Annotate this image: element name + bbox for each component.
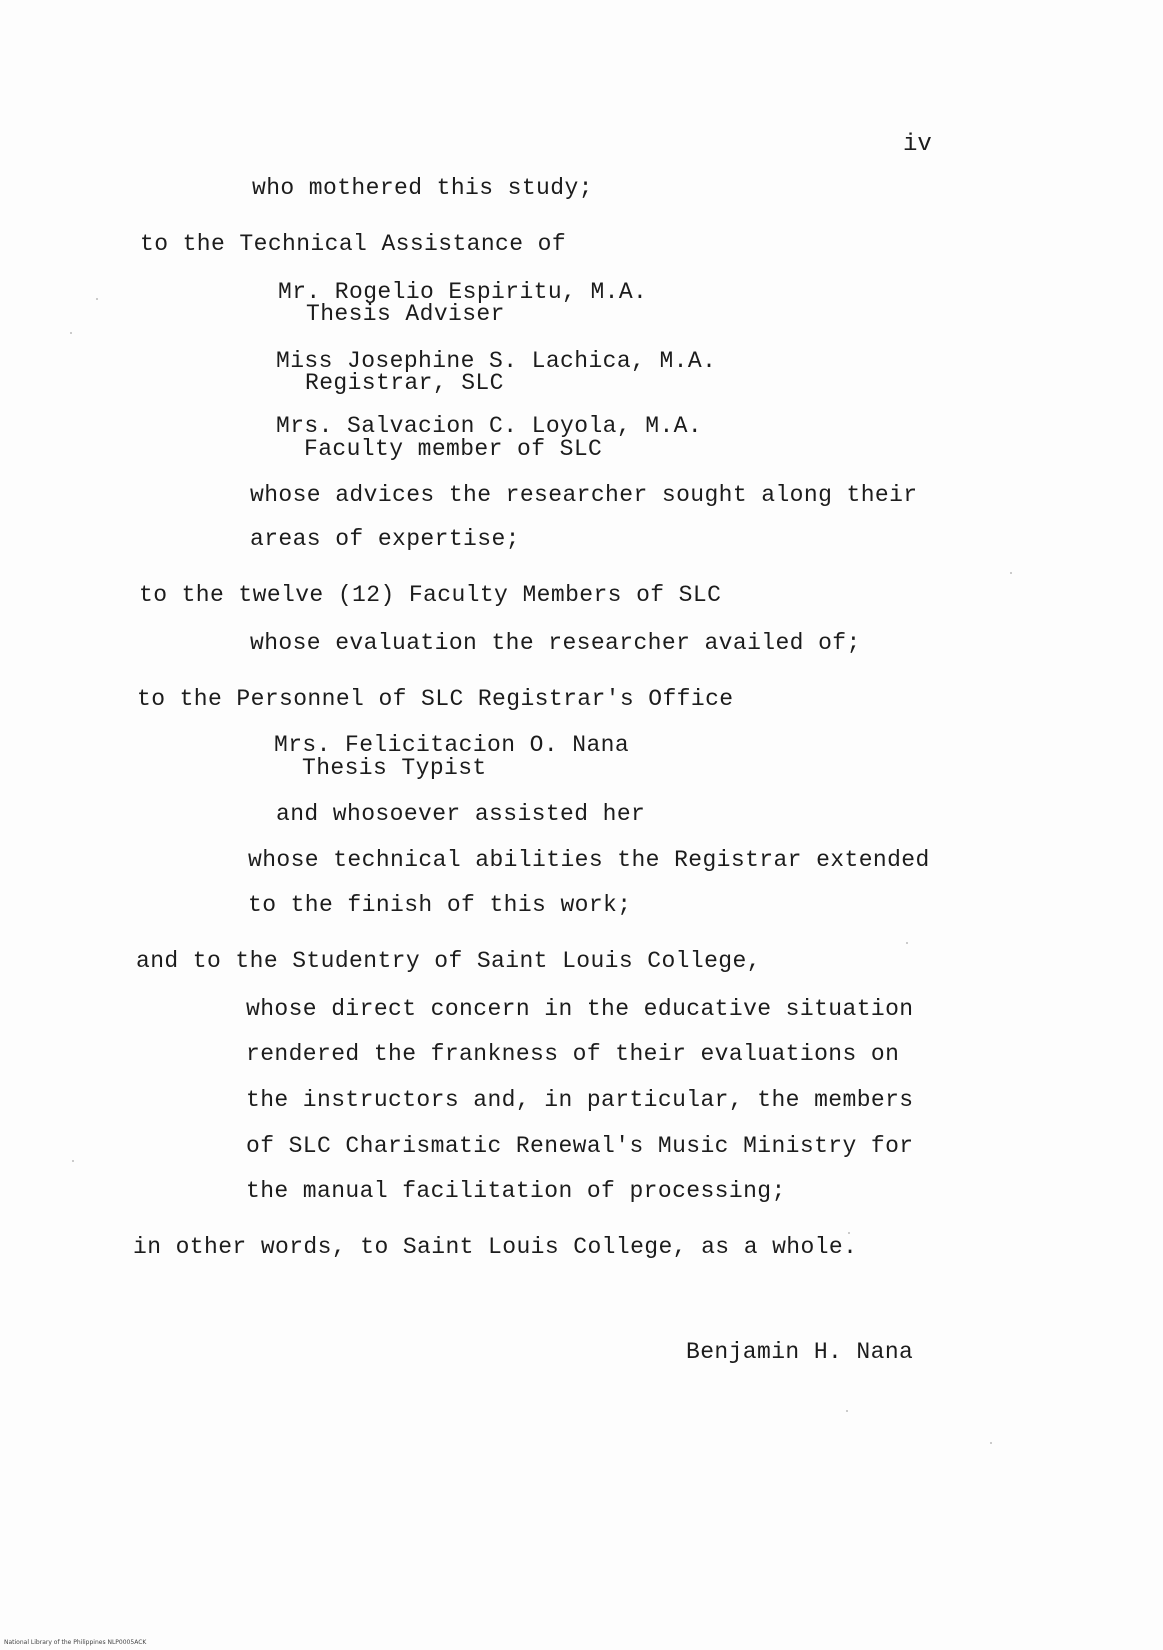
text-line: the instructors and, in particular, the members: [246, 1087, 914, 1113]
scan-speck: [848, 1232, 850, 1234]
scan-speck: [72, 1160, 74, 1162]
text-line: whose technical abilities the Registrar extended: [248, 847, 930, 873]
text-line: to the Technical Assistance of: [140, 231, 567, 257]
text-line: whose advices the researcher sought along their: [250, 482, 918, 508]
text-line: in other words, to Saint Louis College, as a whole.: [133, 1234, 858, 1260]
scan-speck: [906, 942, 908, 944]
text-line: and whosoever assisted her: [276, 801, 646, 827]
text-line: Miss Josephine S. Lachica, M.A.: [276, 348, 717, 374]
scan-speck: [1010, 572, 1012, 574]
footer-caption: National Library of the Philippines NLP0005ACK: [4, 1639, 147, 1646]
text-line: to the Personnel of SLC Registrar's Office: [137, 686, 734, 712]
text-line: Registrar, SLC: [305, 370, 504, 396]
text-line: who mothered this study;: [252, 175, 593, 201]
text-line: Mrs. Salvacion C. Loyola, M.A.: [276, 413, 703, 439]
text-line: Thesis Typist: [302, 755, 487, 781]
text-line: of SLC Charismatic Renewal's Music Ministry for: [246, 1133, 914, 1159]
scan-speck: [96, 298, 98, 300]
text-line: to the finish of this work;: [248, 892, 632, 918]
text-line: whose evaluation the researcher availed of;: [250, 630, 861, 656]
text-line: to the twelve (12) Faculty Members of SLC: [139, 582, 722, 608]
text-line: areas of expertise;: [250, 526, 520, 552]
text-line: the manual facilitation of processing;: [246, 1178, 786, 1204]
text-line: Thesis Adviser: [306, 301, 505, 327]
scan-speck: [990, 1442, 992, 1444]
text-line: whose direct concern in the educative situation: [246, 996, 914, 1022]
text-line: Mrs. Felicitacion O. Nana: [274, 732, 630, 758]
text-line: Faculty member of SLC: [304, 436, 603, 462]
scan-speck: [846, 1410, 848, 1412]
scan-speck: [70, 332, 72, 334]
text-line: rendered the frankness of their evaluations on: [246, 1041, 900, 1067]
page-number: iv: [903, 131, 932, 158]
text-line: Mr. Rogelio Espiritu, M.A.: [278, 279, 648, 305]
text-line: and to the Studentry of Saint Louis College,: [136, 948, 761, 974]
signature-name: Benjamin H. Nana: [686, 1339, 914, 1365]
